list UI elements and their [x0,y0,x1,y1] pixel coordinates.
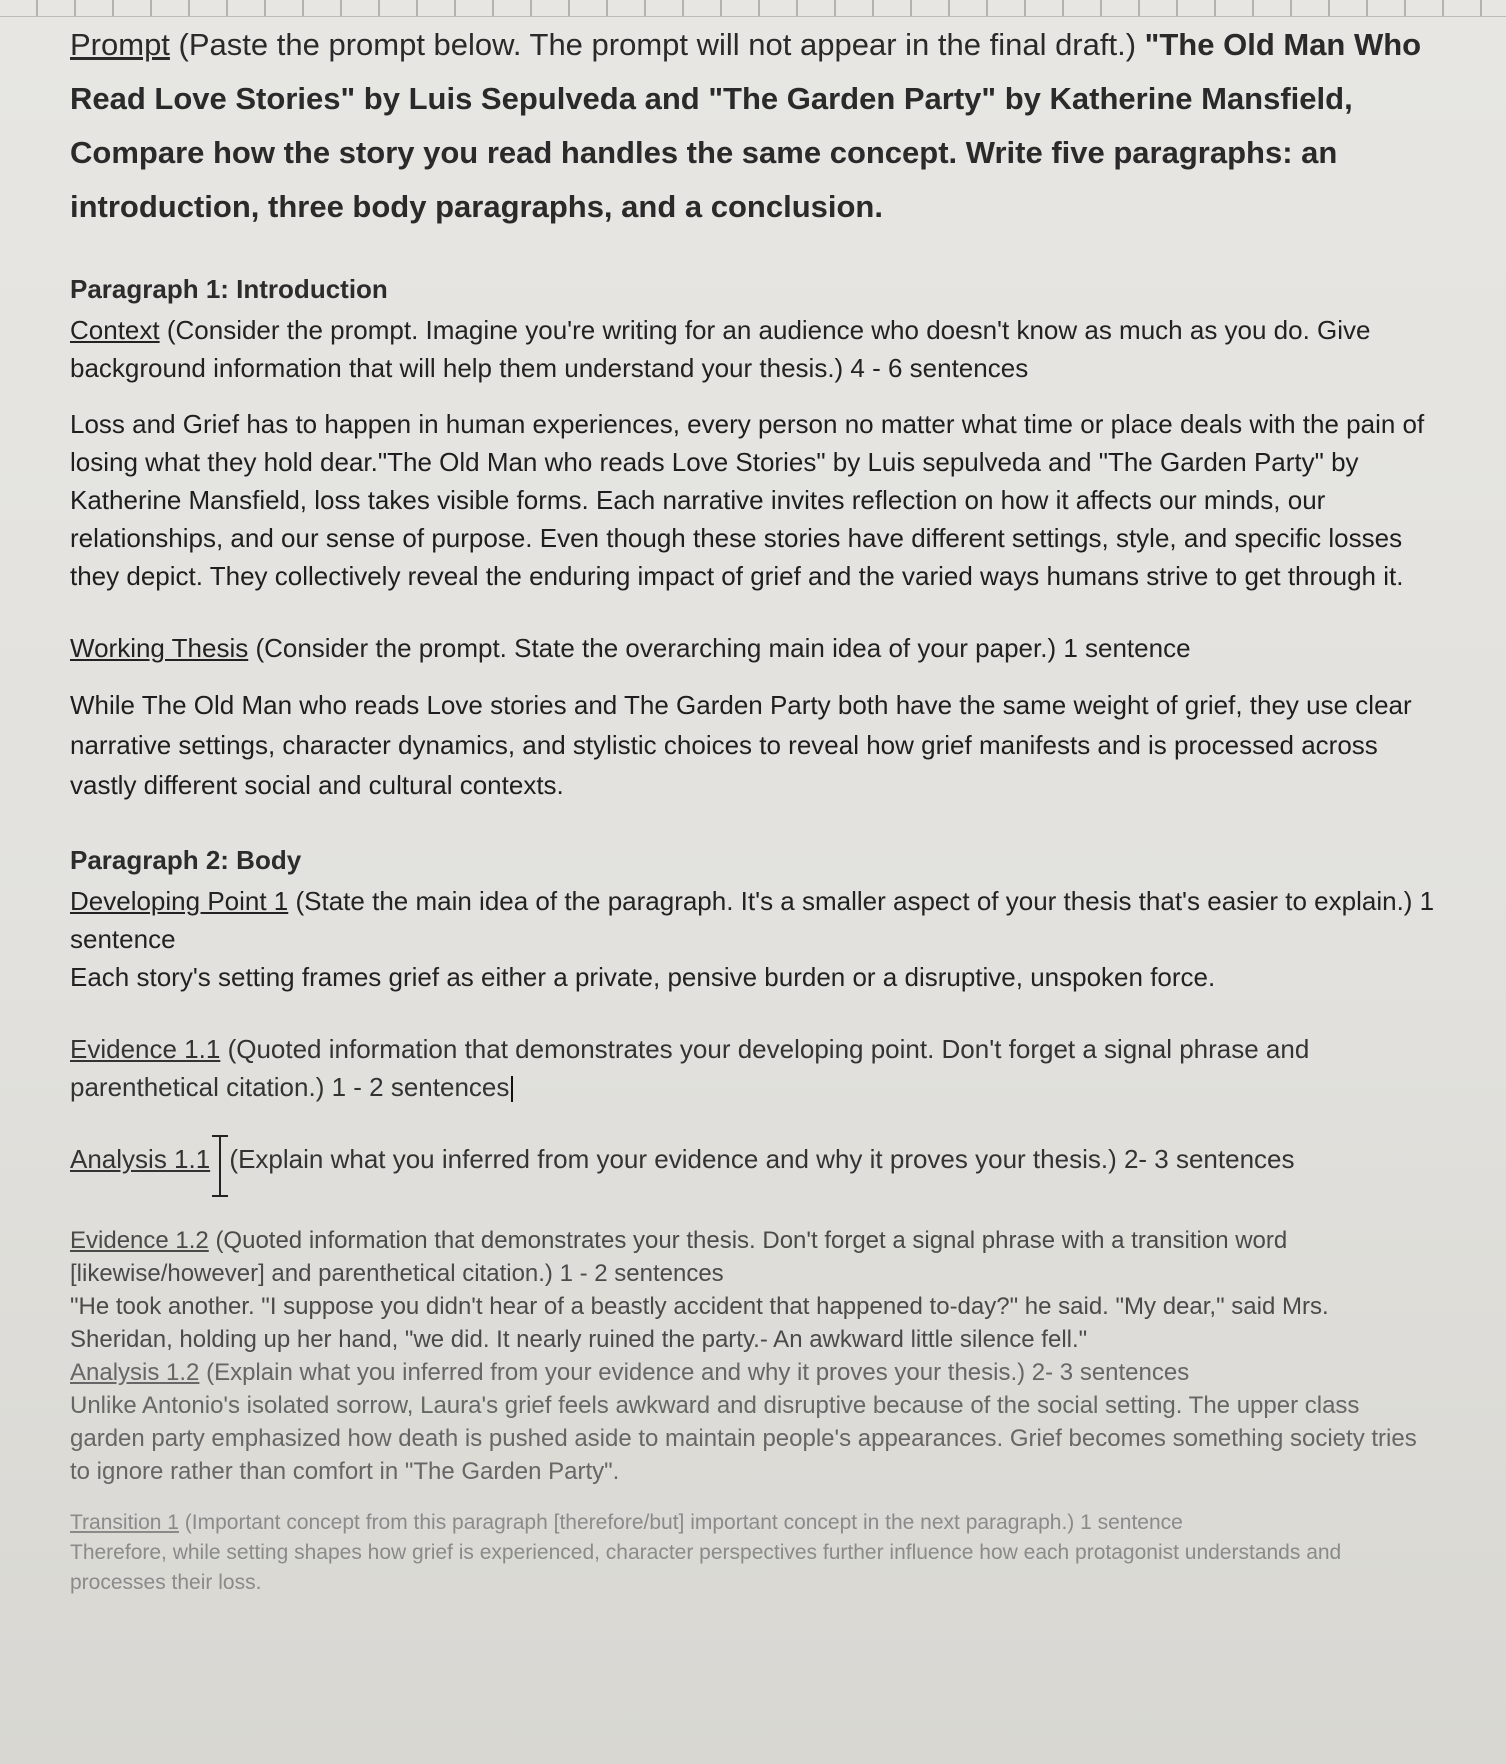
an12-instruction: (Explain what you inferred from your evidence and why it proves your thesis.) 2- 3 sentences [206,1359,1190,1386]
dp-answer[interactable]: Each story's setting frames grief as either a private, pensive burden or a disruptive, unspoken force. [70,962,1216,992]
ibeam-cursor-icon [210,1140,222,1200]
ev12-name: Evidence 1.2 [70,1227,209,1254]
ev12-answer[interactable]: "He took another. "I suppose you didn't hear of a beastly accident that happened to-day?" he said. "My dear," said Mrs. Sheridan, holding up her hand, "we did. It nearly ruined the party.- An awkward little silence fell." [70,1293,1329,1353]
an12-name: Analysis 1.2 [70,1359,200,1386]
transition-field [70,1508,1436,1538]
context-answer[interactable]: Loss and Grief has to happen in human experiences, every person no matter what time or place deals with the pain of losing what they hold dear."The Old Man who reads Love Stories" by Luis sepulveda and "The Garden Party" by Katherine Mansfield, loss takes visible forms. Each narrative invites reflection on how it affects our minds, our relationships, and our sense of purpose. Even though these stories have different settings, style, and specific losses they depict. They collectively reveal the enduring impact of grief and the varied ways humans strive to get through it. [70,409,1425,591]
transition-name: Transition 1 [70,1511,179,1534]
prompt-label: Prompt [70,27,170,62]
context-name: Context [70,315,160,345]
prompt-instruction: (Paste the prompt below. The prompt will not appear in the final draft.) [178,27,1137,62]
text-cursor [511,1076,513,1102]
dp-instruction: (State the main idea of the paragraph. It's a smaller aspect of your thesis that's easier to explain.) 1 sentence [70,886,1435,954]
ev12-instruction: (Quoted information that demonstrates your thesis. Don't forget a signal phrase with a transition word [likewise/however] and parenthetical citation.) 1 - 2 sentences [70,1227,1288,1287]
p2-heading: Paragraph 2: Body [70,845,302,875]
p1-heading: Paragraph 1: Introduction [70,274,388,304]
an12-answer[interactable]: Unlike Antonio's isolated sorrow, Laura's grief feels awkward and disruptive because of the social setting. The upper class garden party emphasized how death is pushed aside to maintain people's appearances. Grief becomes something society tries to ignore rather than comfort in "The Garden Party". [70,1392,1417,1485]
transition-answer[interactable]: Therefore, while setting shapes how grief is experienced, character perspectives further influence how each protagonist understands and processes their loss. [70,1541,1342,1594]
context-instruction: (Consider the prompt. Imagine you're writing for an audience who doesn't know as much as you do. Give background information that will help them understand your thesis.) 4 - 6 sentences [70,315,1371,383]
thesis-instruction: (Consider the prompt. State the overarching main idea of your paper.) 1 sentence [255,633,1191,663]
an11-field[interactable] [70,1140,1436,1210]
transition-instruction: (Important concept from this paragraph [therefore/but] important concept in the next paragraph.) 1 sentence [184,1511,1183,1534]
an12-field [70,1356,1436,1389]
ev12-field [70,1224,1436,1290]
thesis-answer[interactable]: While The Old Man who reads Love stories and The Garden Party both have the same weight of grief, they use clear narrative settings, character dynamics, and stylistic choices to reveal how grief manifests and is processed across vastly different social and cultural contexts. [70,690,1412,800]
ev11-field[interactable] [70,1030,1436,1106]
ruler [0,0,1506,17]
context-field [70,311,1436,387]
thesis-name: Working Thesis [70,633,249,663]
dp-field [70,882,1436,958]
ev11-name: Evidence 1.1 [70,1034,221,1064]
an11-instruction: (Explain what you inferred from your evidence and why it proves your thesis.) 2- 3 sentences [229,1144,1295,1174]
an11-name: Analysis 1.1 [70,1144,211,1174]
thesis-field [70,629,1436,667]
prompt-block[interactable] [70,18,1436,234]
dp-name: Developing Point 1 [70,886,289,916]
prompt-text: "The Old Man Who Read Love Stories" by Luis Sepulveda and "The Garden Party" by Katherine Mansfield, Compare how the story you read handles the same concept. Write five paragraphs: an introduction, three body paragraphs, and a conclusion. [70,27,1422,224]
ev11-instruction: (Quoted information that demonstrates your developing point. Don't forget a signal phrase and parenthetical citation.) 1 - 2 sentences [70,1034,1310,1102]
